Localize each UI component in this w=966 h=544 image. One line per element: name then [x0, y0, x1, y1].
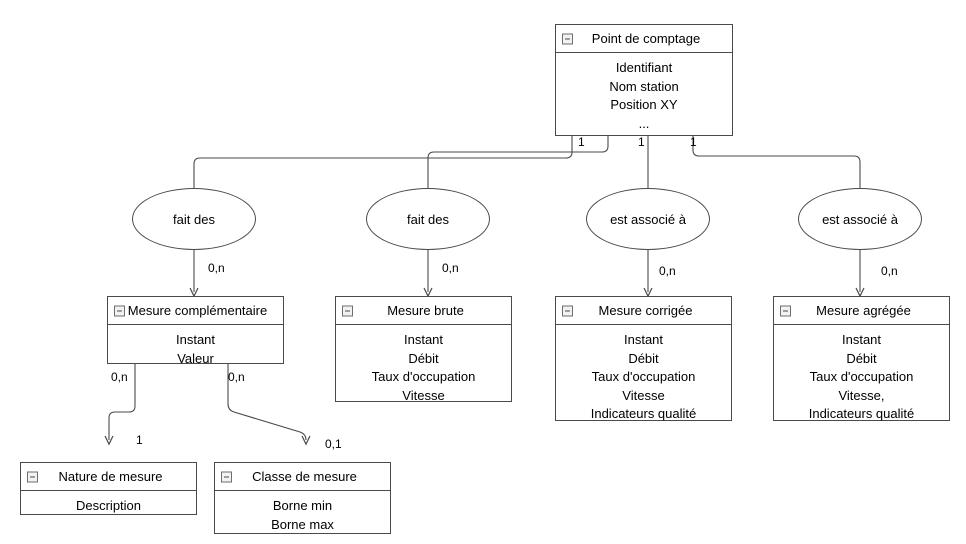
entity-attributes	[336, 325, 511, 412]
entity-nature-de-mesure[interactable]	[20, 462, 197, 515]
attribute: Vitesse	[402, 387, 445, 403]
attribute: Instant	[175, 332, 216, 347]
relation-est-associe-a-1[interactable]	[586, 188, 710, 250]
collapse-icon[interactable]	[27, 471, 38, 482]
entity-title: Nature de mesure	[58, 469, 163, 484]
attribute: Vitesse	[622, 387, 665, 403]
attribute: Taux d'occupation	[591, 369, 696, 384]
attribute: Description	[75, 498, 142, 513]
entity-attributes	[108, 325, 283, 375]
attribute: Débit	[846, 350, 877, 366]
entity-header	[774, 297, 949, 325]
relation-fait-des-2[interactable]	[366, 188, 490, 250]
collapse-icon[interactable]	[780, 305, 791, 316]
entity-title: Mesure agrégée	[816, 303, 911, 318]
attribute: ...	[638, 115, 650, 131]
cardinality-nature-target: 1	[136, 433, 143, 447]
relation-est-associe-a-2[interactable]	[798, 188, 922, 250]
attribute: Borne min	[272, 498, 333, 513]
entity-classe-de-mesure[interactable]	[214, 462, 391, 534]
attribute: Nom station	[609, 78, 679, 94]
entity-title: Mesure corrigée	[598, 303, 693, 318]
attribute: Instant	[403, 332, 444, 347]
cardinality-mesure-complementaire: 0,n	[208, 261, 225, 275]
attribute: Instant	[623, 332, 664, 347]
relation-label: est associé à	[822, 211, 898, 227]
entity-header	[556, 297, 731, 325]
attribute: Indicateurs qualité	[590, 406, 697, 421]
collapse-icon[interactable]	[342, 305, 353, 316]
cardinality-pc-est-associe-2: 1	[690, 135, 697, 149]
relation-label: fait des	[173, 211, 215, 227]
entity-attributes	[21, 491, 196, 523]
entity-mesure-corrigee[interactable]	[555, 296, 732, 421]
cardinality-pc-fait-des-2: 1	[578, 135, 585, 149]
entity-mesure-agregee[interactable]	[773, 296, 950, 421]
attribute: Débit	[408, 350, 439, 366]
entity-header	[336, 297, 511, 325]
attribute: Indicateurs qualité	[808, 406, 915, 421]
entity-header	[215, 463, 390, 491]
attribute: Identifiant	[615, 60, 673, 75]
entity-title: Point de comptage	[591, 31, 701, 46]
connector-pc-to-fait-des-1	[194, 136, 572, 188]
entity-attributes	[215, 491, 390, 541]
entity-header	[21, 463, 196, 491]
cardinality-classe-target: 0,1	[325, 437, 342, 451]
relation-fait-des-1[interactable]	[132, 188, 256, 250]
attribute: Borne max	[271, 516, 334, 532]
relation-label: fait des	[407, 211, 449, 227]
connector-pc-to-est-associe-2	[693, 136, 860, 188]
cardinality-mesure-corrigee: 0,n	[659, 264, 676, 278]
attribute: Débit	[628, 350, 659, 366]
collapse-icon[interactable]	[562, 33, 573, 44]
attribute: Instant	[841, 332, 882, 347]
entity-header	[108, 297, 283, 325]
relation-label: est associé à	[610, 211, 686, 227]
entity-attributes	[556, 53, 732, 140]
attribute: Valeur	[177, 350, 214, 366]
cardinality-classe-source: 0,n	[228, 370, 245, 384]
entity-attributes	[774, 325, 949, 431]
entity-header	[556, 25, 732, 53]
collapse-icon[interactable]	[562, 305, 573, 316]
entity-point-de-comptage[interactable]	[555, 24, 733, 136]
cardinality-mesure-brute: 0,n	[442, 261, 459, 275]
entity-attributes	[556, 325, 731, 431]
entity-mesure-complementaire[interactable]	[107, 296, 284, 364]
entity-title: Mesure complémentaire	[127, 303, 268, 318]
entity-title: Classe de mesure	[252, 469, 357, 484]
attribute: Position XY	[610, 97, 678, 112]
entity-title: Mesure brute	[387, 303, 464, 318]
entity-mesure-brute[interactable]	[335, 296, 512, 402]
cardinality-pc-est-associe-1: 1	[638, 135, 645, 149]
attribute: Taux d'occupation	[371, 369, 476, 384]
attribute: Vitesse,	[838, 387, 885, 403]
attribute: Taux d'occupation	[809, 369, 914, 384]
cardinality-nature-source: 0,n	[111, 370, 128, 384]
cardinality-mesure-agregee: 0,n	[881, 264, 898, 278]
collapse-icon[interactable]	[114, 305, 125, 316]
collapse-icon[interactable]	[221, 471, 232, 482]
